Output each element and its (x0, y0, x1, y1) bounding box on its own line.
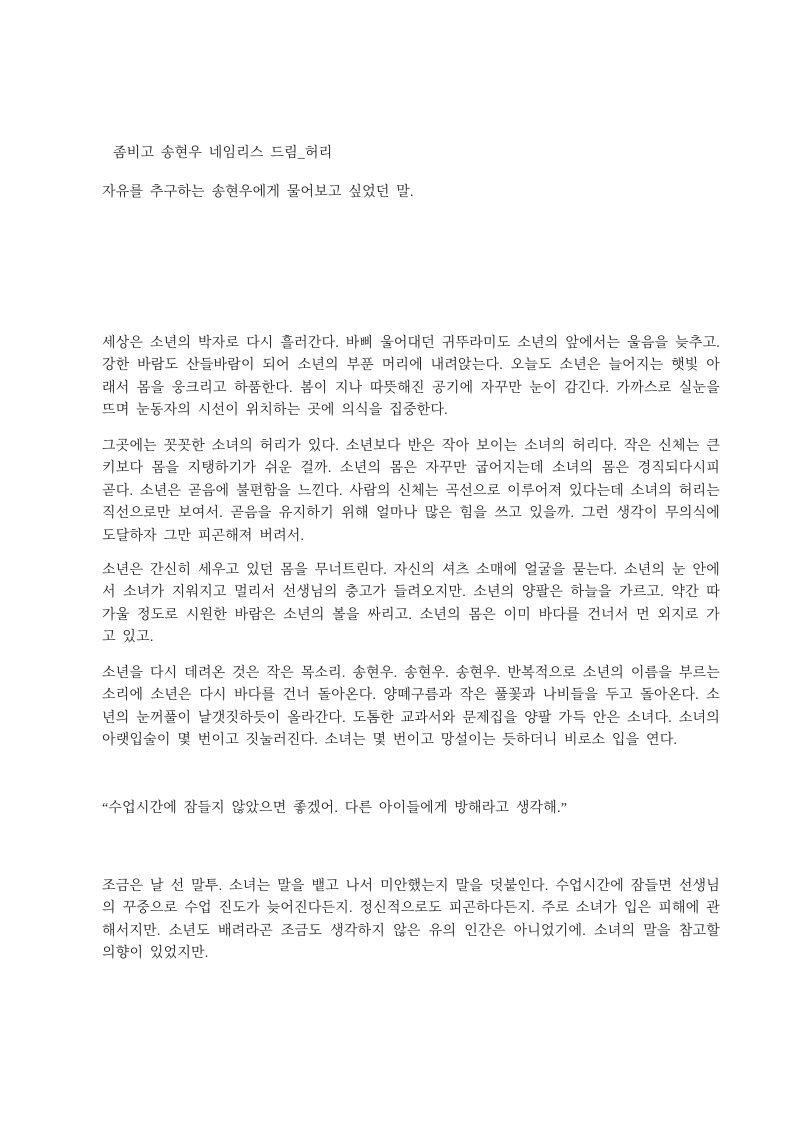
body-paragraph-2: 그곳에는 꼿꼿한 소녀의 허리가 있다. 소년보다 반은 작아 보이는 소녀의 허리다. 작은 신체는 큰 키보다 몸을 지탱하기가 쉬운 걸까. 소년의 몸은 자꾸만 굽어지는데 소녀의 몸은 경직되다시피 곧다. 소년은 곧음에 불편함을 느낀다. 사람의 신체는 곡선으로 이루어져 있다는데 소녀의 허리는 직선으로만 보여서. 곧음을 유지하기 위해 얼마나 많은 힘을 쓰고 있을까. 그런 생각이 무의식에 도달하자 그만 피곤해져 버려서. (102, 439, 720, 544)
dialogue-quote: “수업시간에 잠들지 않았으면 좋겠어. 다른 아이들에게 방해라고 생각해.” (102, 801, 568, 816)
body-paragraph-5: 조금은 날 선 말투. 소녀는 말을 뱉고 나서 미안했는지 말을 덧붙인다. 수업시간에 잠들면 선생님의 꾸중으로 수업 진도가 늦어진다든지. 정신적으로도 피곤하다든지. 주로 소녀가 입은 피해에 관해서지만. 소년도 배려라곤 조금도 생각하지 않은 유의 인간은 아니었기에. 소녀의 말을 참고할 의향이 있었지만. (102, 879, 720, 962)
body-paragraph-1: 세상은 소년의 박자로 다시 흘러간다. 바삐 울어대던 귀뚜라미도 소년의 앞에서는 울음을 늦추고. 강한 바람도 산들바람이 되어 소년의 부푼 머리에 내려앉는다. 오늘도 소년은 늘어지는 햇빛 아래서 몸을 웅크리고 하품한다. 봄이 지나 따뜻해진 공기에 자꾸만 눈이 감긴다. 가까스로 실눈을 뜨며 눈동자의 시선이 위치하는 곳에 의식을 집중한다. (102, 336, 720, 419)
document-subtitle: 자유를 추구하는 송현우에게 물어보고 싶었던 말. (102, 185, 414, 200)
document-title: 좀비고 송현우 네임리스 드림_허리 (113, 146, 333, 161)
body-paragraph-4: 소년을 다시 데려온 것은 작은 목소리. 송현우. 송현우. 송현우. 반복적으로 소년의 이름을 부르는 소리에 소년은 다시 바다를 건너 돌아온다. 양뗴구름과 작은 풀꽃과 나비들을 두고 돌아온다. 소년의 눈꺼풀이 날갯짓하듯이 올라간다. 도톰한 교과서와 문제집을 양팔 가득 안은 소녀다. 소녀의 아랫입술이 몇 번이고 짓눌러진다. 소녀는 몇 번이고 망설이는 듯하더니 비로소 입을 연다. (102, 666, 720, 749)
body-paragraph-3: 소년은 간신히 세우고 있던 몸을 무너트린다. 자신의 셔츠 소매에 얼굴을 묻는다. 소년의 눈 안에서 소녀가 지워지고 멀리서 선생님의 충고가 들려오지만. 소년의 양팔은 하늘을 가르고. 약간 따가울 정도로 시원한 바람은 소년의 볼을 싸리고. 소년의 몸은 이미 바다를 건너서 먼 외지로 가고 있고. (102, 563, 720, 646)
